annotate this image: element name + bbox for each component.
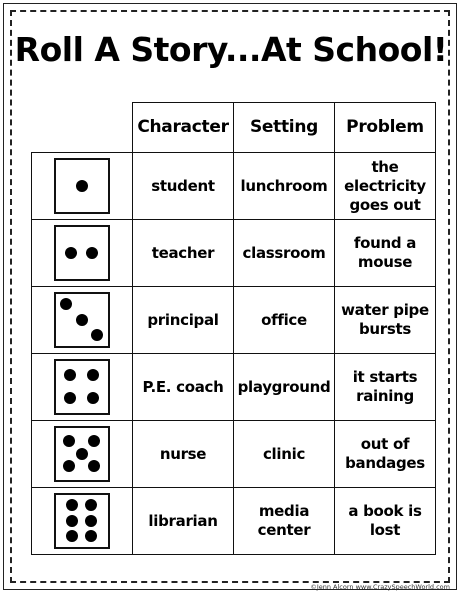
header-blank-cell bbox=[32, 103, 133, 153]
problem-cell: it starts raining bbox=[335, 354, 436, 421]
header-character: Character bbox=[133, 103, 234, 153]
die-pip bbox=[60, 298, 72, 310]
setting-cell: playground bbox=[234, 354, 335, 421]
die-pip bbox=[76, 448, 88, 460]
header-problem: Problem bbox=[335, 103, 436, 153]
die-pip bbox=[66, 499, 78, 511]
table-row bbox=[32, 287, 436, 354]
page-title: Roll A Story...At School! bbox=[14, 30, 448, 69]
setting-cell: media center bbox=[234, 488, 335, 555]
table-row bbox=[32, 354, 436, 421]
die-face-five-icon bbox=[54, 426, 110, 482]
die-pip bbox=[76, 180, 88, 192]
die-face-three-icon bbox=[54, 292, 110, 348]
problem-cell: a book is lost bbox=[335, 488, 436, 555]
die-face-one-icon bbox=[54, 158, 110, 214]
die-face-four-icon bbox=[54, 359, 110, 415]
die-pip bbox=[76, 314, 88, 326]
die-pip bbox=[63, 435, 75, 447]
header-setting: Setting bbox=[234, 103, 335, 153]
die-cell bbox=[32, 488, 133, 555]
setting-cell: lunchroom bbox=[234, 153, 335, 220]
die-pip bbox=[87, 392, 99, 404]
problem-cell: the electricity goes out bbox=[335, 153, 436, 220]
header-row bbox=[32, 103, 436, 153]
problem-cell: out of bandages bbox=[335, 421, 436, 488]
die-pip bbox=[63, 460, 75, 472]
die-cell bbox=[32, 153, 133, 220]
die-pip bbox=[64, 369, 76, 381]
die-pip bbox=[88, 435, 100, 447]
setting-cell: office bbox=[234, 287, 335, 354]
die-pip bbox=[86, 247, 98, 259]
character-cell: nurse bbox=[133, 421, 234, 488]
die-pip bbox=[85, 499, 97, 511]
die-pip bbox=[66, 530, 78, 542]
die-face-six-icon bbox=[54, 493, 110, 549]
die-pip bbox=[85, 530, 97, 542]
table-row bbox=[32, 153, 436, 220]
problem-cell: found a mouse bbox=[335, 220, 436, 287]
die-pip bbox=[64, 392, 76, 404]
copyright-credit: ©Jenn Alcorn www.CrazySpeechWorld.com bbox=[310, 583, 450, 591]
character-cell: principal bbox=[133, 287, 234, 354]
die-cell bbox=[32, 287, 133, 354]
table-row bbox=[32, 488, 436, 555]
die-pip bbox=[91, 329, 103, 341]
die-cell bbox=[32, 220, 133, 287]
character-cell: P.E. coach bbox=[133, 354, 234, 421]
die-pip bbox=[65, 247, 77, 259]
character-cell: teacher bbox=[133, 220, 234, 287]
problem-cell: water pipe bursts bbox=[335, 287, 436, 354]
die-pip bbox=[88, 460, 100, 472]
die-pip bbox=[66, 515, 78, 527]
die-cell bbox=[32, 354, 133, 421]
table-row bbox=[32, 421, 436, 488]
setting-cell: classroom bbox=[234, 220, 335, 287]
character-cell: student bbox=[133, 153, 234, 220]
die-face-two-icon bbox=[54, 225, 110, 281]
setting-cell: clinic bbox=[234, 421, 335, 488]
die-pip bbox=[85, 515, 97, 527]
die-pip bbox=[87, 369, 99, 381]
die-cell bbox=[32, 421, 133, 488]
character-cell: librarian bbox=[133, 488, 234, 555]
story-table bbox=[31, 102, 436, 555]
table-row bbox=[32, 220, 436, 287]
